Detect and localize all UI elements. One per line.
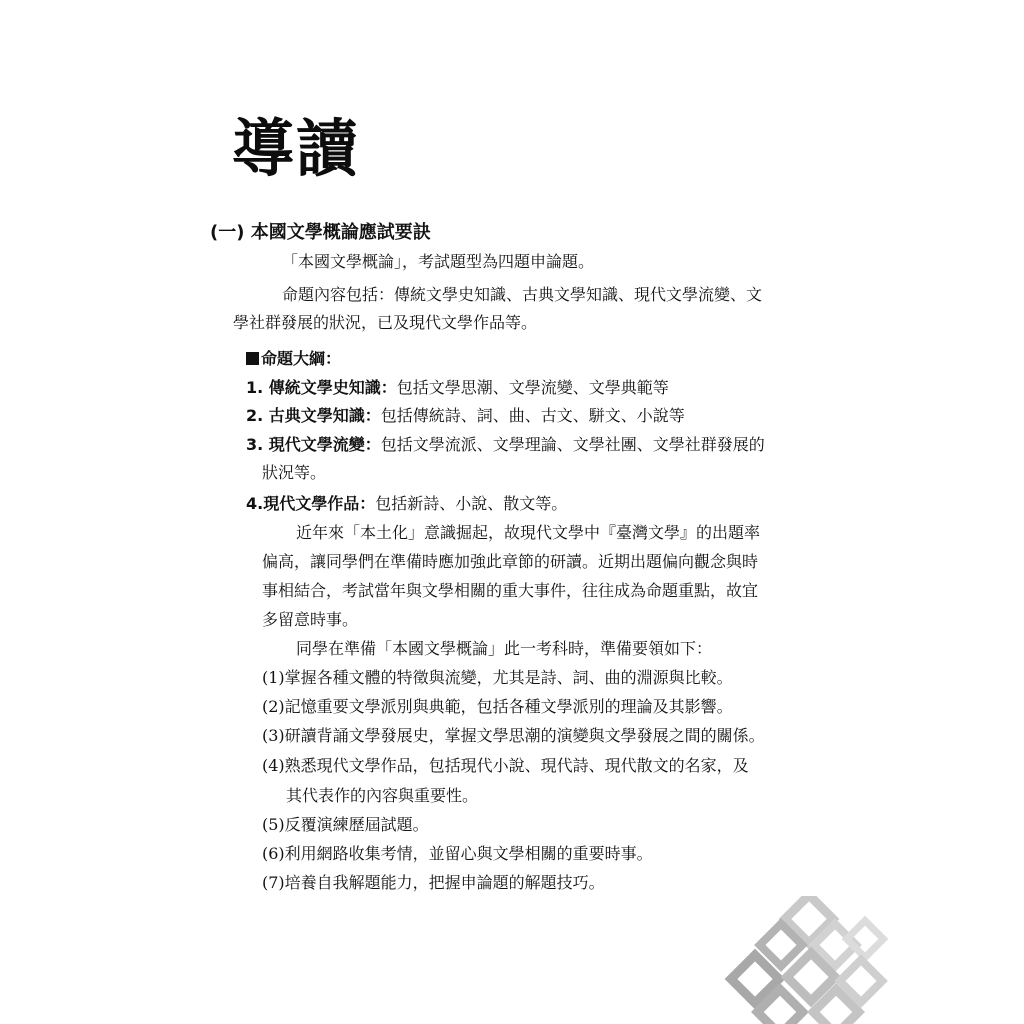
tip-item-4-continuation: 其代表作的內容與重要性。 <box>286 786 479 805</box>
tip-item-1: (1)掌握各種文體的特徵與流變，尤其是詩、詞、曲的淵源與比較。 <box>262 668 733 687</box>
tip-item-5: (5)反覆演練歷屆試題。 <box>262 815 429 834</box>
outline-item-1 <box>246 377 669 399</box>
outline-item-label: 3. 現代文學流變： <box>246 435 381 454</box>
body-paragraph-4: 同學在準備「本國文學概論」此一考科時，準備要領如下： <box>296 639 713 658</box>
outline-item-label: 2. 古典文學知識： <box>246 406 381 425</box>
body-paragraph-3-line-1: 近年來「本土化」意識掘起，故現代文學中『臺灣文學』的出題率 <box>296 523 761 542</box>
body-paragraph-3-line-3: 事相結合，考試當年與文學相關的重大事件，往往成為命題重點，故宜 <box>262 581 759 600</box>
outline-item-2 <box>246 405 685 427</box>
outline-item-text: 包括文學流派、文學理論、文學社團、文學社群發展的 <box>380 435 765 454</box>
outline-item-label: 1. 傳統文學史知識： <box>246 378 397 397</box>
tip-item-7: (7)培養自我解題能力，把握申論題的解題技巧。 <box>262 873 605 892</box>
tip-item-6: (6)利用網路收集考情，並留心與文學相關的重要時事。 <box>262 844 653 863</box>
body-paragraph-3-line-2: 偏高，讓同學們在準備時應加強此章節的研讀。近期出題偏向觀念與時 <box>262 552 759 571</box>
outline-heading: 命題大綱： <box>261 349 342 368</box>
intro-paragraph-1: 「本國文學概論」，考試題型為四題申論題。 <box>282 252 595 271</box>
outline-item-text: 包括文學思潮、文學流變、文學典範等 <box>396 378 669 397</box>
tip-item-2: (2)記憶重要文學派別與典範，包括各種文學派別的理論及其影響。 <box>262 697 733 716</box>
page-title: 導讀 <box>232 112 361 185</box>
body-paragraph-3-line-4: 多留意時事。 <box>262 610 359 629</box>
tip-item-4: (4)熟悉現代文學作品，包括現代小說、現代詩、現代散文的名家，及 <box>262 756 749 775</box>
corner-diamond-decoration <box>724 896 904 1024</box>
outline-item-label: 4.現代文學作品： <box>246 494 376 513</box>
outline-item-4 <box>246 493 567 515</box>
intro-paragraph-2-line-2: 學社群發展的狀況，已及現代文學作品等。 <box>233 313 538 332</box>
square-bullet-icon <box>246 352 259 365</box>
outline-item-text: 包括傳統詩、詞、曲、古文、駢文、小說等 <box>380 406 685 425</box>
outline-item-text: 包括新詩、小說、散文等。 <box>375 494 568 513</box>
outline-item-3 <box>246 434 765 456</box>
tip-item-3: (3)研讀背誦文學發展史，掌握文學思潮的演變與文學發展之間的關係。 <box>262 726 765 745</box>
section-heading: (一) 本國文學概論應試要訣 <box>210 222 431 243</box>
outline-heading-row <box>246 348 341 370</box>
intro-paragraph-2-line-1: 命題內容包括：傳統文學史知識、古典文學知識、現代文學流變、文 <box>282 285 763 304</box>
outline-item-3-continuation: 狀況等。 <box>262 463 327 482</box>
